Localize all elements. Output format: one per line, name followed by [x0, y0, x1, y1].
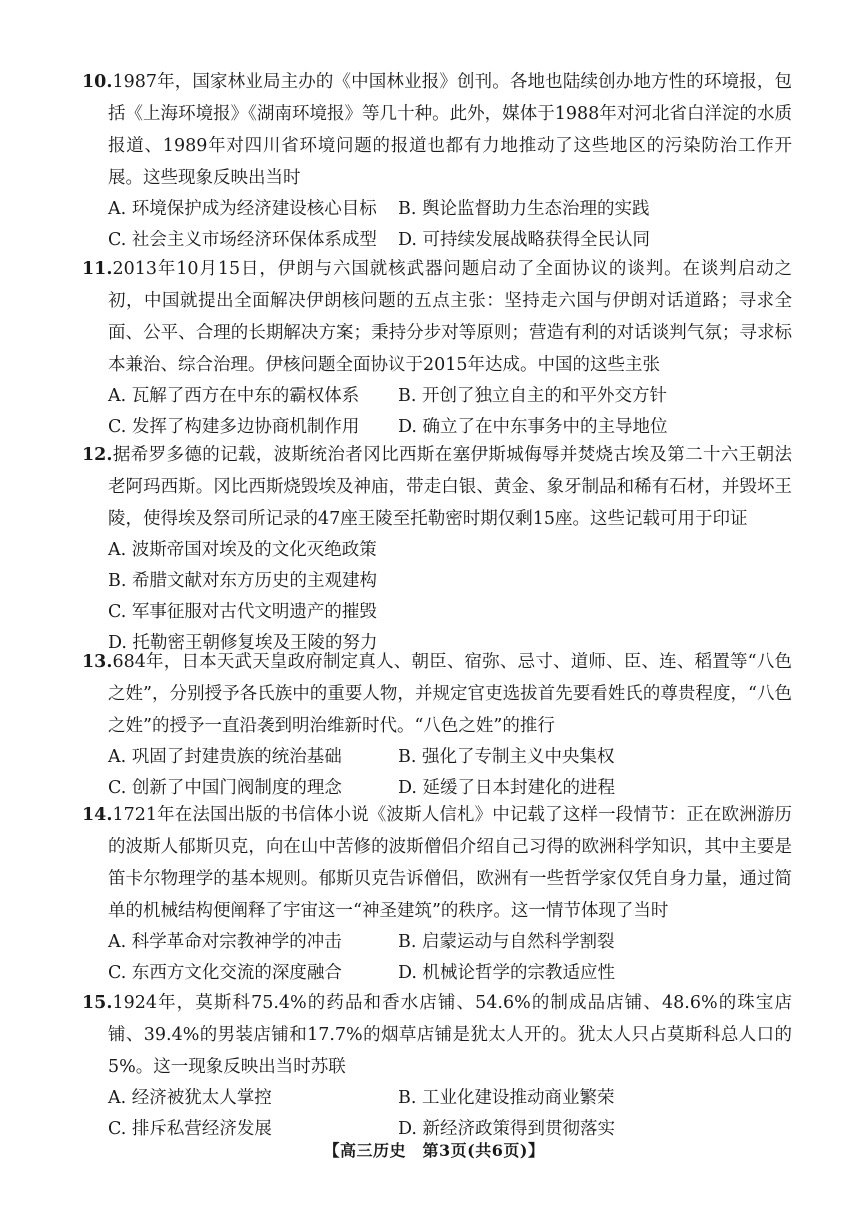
option-d: D. 可持续发展战略获得全民认同 — [398, 230, 651, 250]
option-c: C. 发挥了构建多边协商机制作用 — [108, 417, 360, 437]
question-stem: 据希罗多德的记载，波斯统治者冈比西斯在塞伊斯城侮辱并焚烧古埃及第二十六王朝法老阿玛西斯。冈比西斯烧毁埃及神庙，带走白银、黄金、象牙制品和稀有石材，并毁坏王陵，使得埃及祭司所记录的47座王陵至托勒密时期仅剩15座。这些记载可用于印证 — [108, 445, 792, 529]
option-d: D. 确立了在中东事务中的主导地位 — [398, 417, 668, 437]
option-d: D. 托勒密王朝修复埃及王陵的努力 — [108, 633, 378, 653]
question-11 — [82, 253, 792, 443]
option-b: B. 开创了独立自主的和平外交方针 — [398, 386, 667, 406]
question-number: 11. — [82, 259, 113, 279]
question-number: 12. — [82, 445, 113, 465]
question-13 — [82, 646, 792, 804]
question-stem: 1924年，莫斯科75.4%的药品和香水店铺、54.6%的制成品店铺、48.6%的珠宝店铺、39.4%的男装店铺和17.7%的烟草店铺是犹太人开的。犹太人只占莫斯科总人口的5%。这一现象反映出当时苏联 — [108, 993, 792, 1077]
option-list — [82, 742, 792, 804]
option-a: A. 波斯帝国对埃及的文化灭绝政策 — [108, 540, 377, 560]
question-number: 15. — [82, 993, 113, 1013]
option-c: C. 东西方文化交流的深度融合 — [108, 963, 342, 983]
option-c: C. 排斥私营经济发展 — [108, 1119, 272, 1139]
option-b: B. 工业化建设推动商业繁荣 — [398, 1088, 615, 1108]
option-list — [82, 381, 792, 443]
option-a: A. 环境保护成为经济建设核心目标 — [108, 199, 377, 219]
option-b: B. 舆论监督助力生态治理的实践 — [398, 199, 650, 219]
question-stem: 1987年，国家林业局主办的《中国林业报》创刊。各地也陆续创办地方性的环境报，包括《上海环境报》《湖南环境报》等几十种。此外，媒体于1988年对河北省白洋淀的水质报道、1989年对四川省环境问题的报道也都有力地推动了这些地区的污染防治工作开展。这些现象反映出当时 — [108, 72, 792, 188]
option-a: A. 瓦解了西方在中东的霸权体系 — [108, 386, 360, 406]
page-footer: 【高三历史 第3页(共6页)】 — [323, 1141, 545, 1160]
question-15 — [82, 987, 792, 1145]
question-stem: 684年，日本天武天皇政府制定真人、朝臣、宿弥、忌寸、道师、臣、连、稻置等“八色之姓”，分别授予各氏族中的重要人物，并规定官吏选拔首先要看姓氏的尊贵程度，“八色之姓”的授予一直沿袭到明治维新时代。“八色之姓”的推行 — [108, 652, 792, 736]
option-c: C. 军事征服对古代文明遗产的摧毁 — [108, 602, 377, 622]
option-d: D. 机械论哲学的宗教适应性 — [398, 963, 616, 983]
option-list — [82, 535, 792, 659]
option-b: B. 强化了专制主义中央集权 — [398, 747, 615, 767]
question-number: 13. — [82, 652, 113, 672]
option-b: B. 启蒙运动与自然科学割裂 — [398, 932, 615, 952]
option-list — [82, 927, 792, 989]
option-d: D. 新经济政策得到贯彻落实 — [398, 1119, 616, 1139]
question-14 — [82, 799, 792, 989]
option-list — [82, 1083, 792, 1145]
question-stem: 1721年在法国出版的书信体小说《波斯人信札》中记载了这样一段情节：正在欧洲游历的波斯人郁斯贝克，向在山中苦修的波斯僧侣介绍自己习得的欧洲科学知识，其中主要是笛卡尔物理学的基本规则。郁斯贝克告诉僧侣，欧洲有一些哲学家仅凭自身力量，通过简单的机械结构便阐释了宇宙这一“神圣建筑”的秩序。这一情节体现了当时 — [108, 805, 792, 921]
question-stem: 2013年10月15日，伊朗与六国就核武器问题启动了全面协议的谈判。在谈判启动之初，中国就提出全面解决伊朗核问题的五点主张：坚持走六国与伊朗对话道路；寻求全面、公平、合理的长期解决方案；秉持分步对等原则；营造有利的对话谈判气氛；寻求标本兼治、综合治理。伊核问题全面协议于2015年达成。中国的这些主张 — [108, 259, 792, 375]
option-list — [82, 194, 792, 256]
option-a: A. 巩固了封建贵族的统治基础 — [108, 747, 342, 767]
question-number: 14. — [82, 805, 113, 825]
option-b: B. 希腊文献对东方历史的主观建构 — [108, 571, 377, 591]
option-c: C. 社会主义市场经济环保体系成型 — [108, 230, 377, 250]
option-a: A. 经济被犹太人掌控 — [108, 1088, 272, 1108]
option-c: C. 创新了中国门阀制度的理念 — [108, 778, 342, 798]
question-number: 10. — [82, 72, 113, 92]
option-d: D. 延缓了日本封建化的进程 — [398, 778, 616, 798]
option-a: A. 科学革命对宗教神学的冲击 — [108, 932, 342, 952]
question-12 — [82, 439, 792, 659]
question-10 — [82, 66, 792, 256]
